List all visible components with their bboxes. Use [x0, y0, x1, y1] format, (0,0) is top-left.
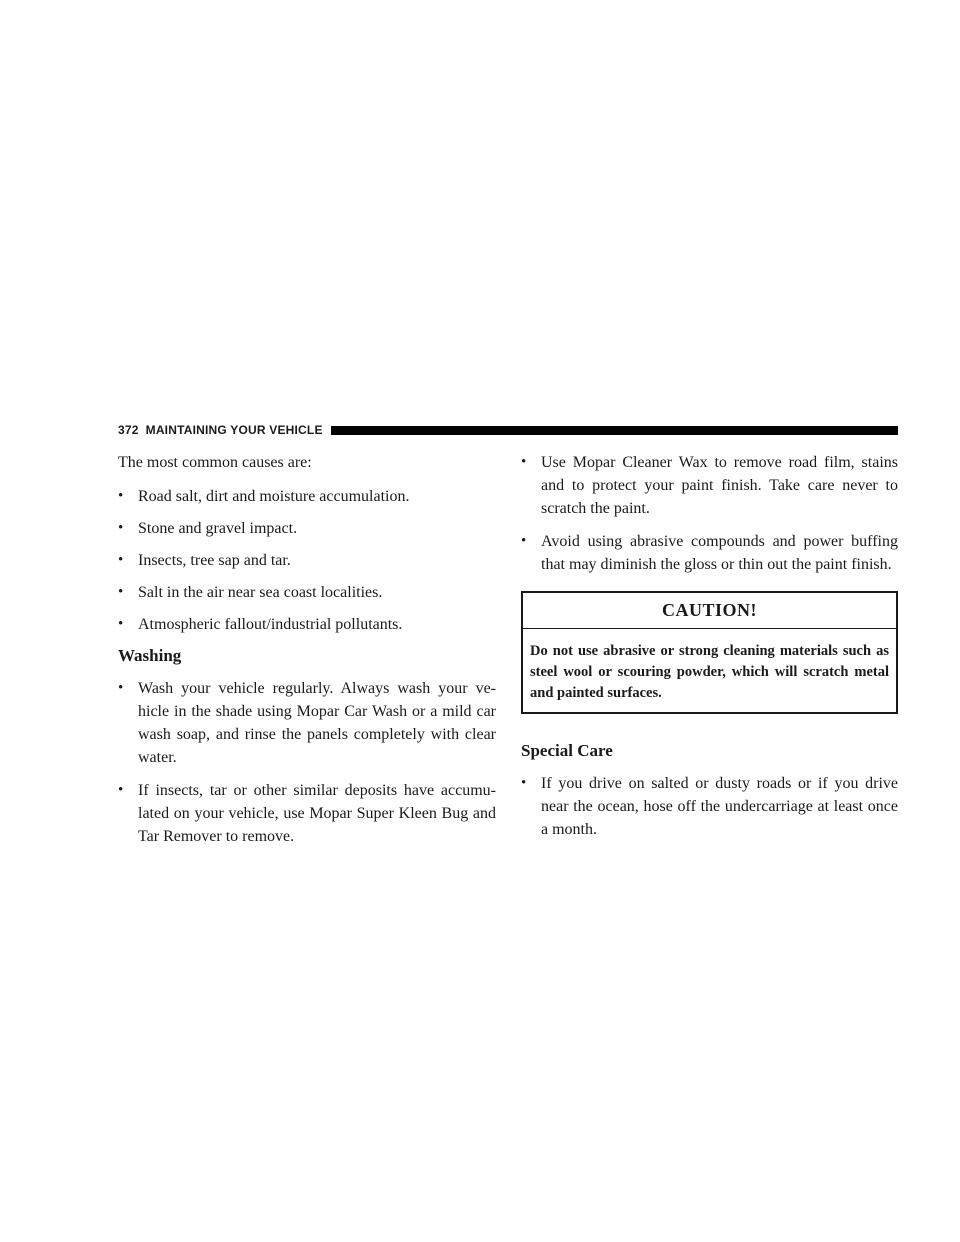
cause-item: • Atmospheric fallout/industrial pollutants.: [118, 613, 496, 636]
washing-item: • If insects, tar or other similar deposits have accumu- lated on your vehicle, use Mopar Super Kleen Bug and Tar Remover to remove.: [118, 779, 496, 848]
right-column: [521, 451, 898, 851]
left-column: [118, 451, 496, 858]
special-care-heading: Special Care: [521, 741, 613, 760]
causes-intro: The most common causes are:: [118, 454, 312, 471]
cause-item: • Road salt, dirt and moisture accumulation.: [118, 485, 496, 508]
care-item: • Use Mopar Cleaner Wax to remove road film, stains and to protect your paint finish. Take care never to scratch the paint.: [521, 451, 898, 520]
washing-heading: Washing: [118, 646, 182, 665]
section-title: MAINTAINING YOUR VEHICLE: [145, 423, 323, 437]
caution-box: [521, 591, 898, 714]
special-care-item: • If you drive on salted or dusty roads or if you drive near the ocean, hose off the undercarriage at least once a month.: [521, 772, 898, 841]
care-item: • Avoid using abrasive compounds and power buffing that may diminish the gloss or thin out the paint finish.: [521, 530, 898, 576]
caution-title: CAUTION!: [523, 593, 896, 629]
header-rule: [331, 426, 898, 435]
cause-item: • Stone and gravel impact.: [118, 517, 496, 540]
page-header: [118, 421, 898, 439]
washing-item: • Wash your vehicle regularly. Always wash your ve- hicle in the shade using Mopar Car Wash or a mild car wash soap, and rinse the panels completely with clear water.: [118, 677, 496, 769]
caution-text: Do not use abrasive or strong cleaning materials such as steel wool or scouring powder, which will scratch metal and painted surfaces.: [530, 643, 889, 701]
page-number: 372: [118, 423, 139, 437]
cause-item: • Insects, tree sap and tar.: [118, 549, 496, 572]
cause-item: • Salt in the air near sea coast localities.: [118, 581, 496, 604]
